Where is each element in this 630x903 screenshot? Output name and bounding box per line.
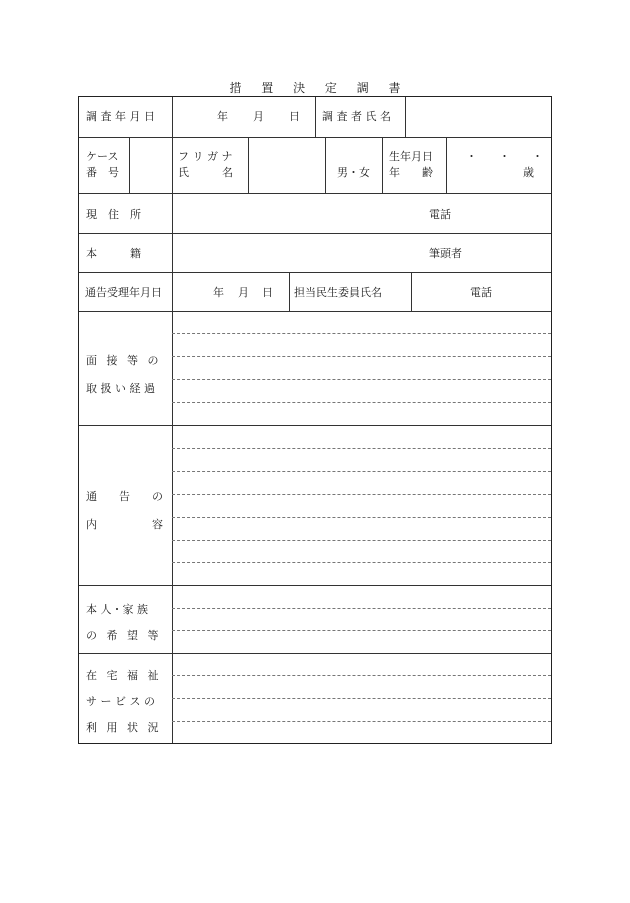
writing-line [172,333,551,334]
row-divider [79,311,551,312]
cell-divider [382,137,383,193]
cell-divider [446,137,447,193]
notice-content-label-1: 通 告 の [86,490,163,503]
home-service-label-3: 利 用 状 況 [86,721,162,734]
notice-date-month: 月 [238,286,249,299]
writing-line [172,402,551,403]
wishes-label-2: の 希 望 等 [86,629,162,642]
home-service-label-2: サ ー ビ ス の [86,695,155,708]
dob-separators: ・ ・ ・ [466,150,543,163]
notice-date-day: 日 [262,286,273,299]
writing-line [172,356,551,357]
address-label: 現 住 所 [86,208,141,221]
cell-divider [411,272,412,311]
survey-date-month: 月 [253,110,264,123]
notice-date-year: 年 [213,286,224,299]
interview-section-label-1: 面 接 等 の [86,354,162,367]
cell-divider [325,137,326,193]
cell-divider [289,272,290,311]
writing-line [172,517,551,518]
home-service-label-1: 在 宅 福 祉 [86,669,162,682]
writing-line [172,471,551,472]
cell-divider [129,137,130,193]
surveyor-name-label: 調 査 者 氏 名 [322,110,391,123]
case-number-label-top: ケース [86,150,119,163]
household-head-label: 筆頭者 [429,247,462,260]
row-divider [79,425,551,426]
age-label: 年 齢 [389,166,433,179]
writing-line [172,721,551,722]
writing-line [172,379,551,380]
cell-divider [405,97,406,137]
row-divider [79,585,551,586]
notice-content-label-2: 内 容 [86,518,163,531]
row-divider [79,272,551,273]
writing-line [172,630,551,631]
cell-divider [248,137,249,193]
survey-date-day: 日 [289,110,300,123]
label-column-divider [172,97,173,743]
writing-line [172,540,551,541]
survey-date-label: 調 査 年 月 日 [86,110,155,123]
gender-option[interactable]: 男・女 [337,166,370,179]
form-title: 措 置 決 定 調 書 [229,81,409,95]
writing-line [172,698,551,699]
assessment-form [78,96,552,744]
writing-line [172,494,551,495]
age-unit: 歳 [523,166,534,179]
case-number-label-bottom: 番 号 [86,166,119,179]
interview-section-label-2: 取 扱 い 経 過 [86,382,155,395]
wishes-label-1: 本 人・家 族 [86,603,148,616]
domicile-label: 本 籍 [86,247,141,260]
cell-divider [315,97,316,137]
dob-label: 生年月日 [389,150,433,163]
welfare-commissioner-label: 担当民生委員氏名 [294,286,382,299]
name-label: 氏 名 [178,166,233,179]
address-phone-label: 電話 [429,208,451,221]
welfare-phone-label: 電話 [470,286,492,299]
surveyor-name-field[interactable] [407,98,549,136]
furigana-label: フ リ ガ ナ [178,150,233,163]
row-divider [79,137,551,138]
writing-line [172,562,551,563]
row-divider [79,233,551,234]
row-divider [79,653,551,654]
survey-date-year: 年 [217,110,228,123]
writing-line [172,448,551,449]
writing-line [172,608,551,609]
row-divider [79,193,551,194]
notice-date-label: 通告受理年月日 [85,286,162,299]
writing-line [172,675,551,676]
